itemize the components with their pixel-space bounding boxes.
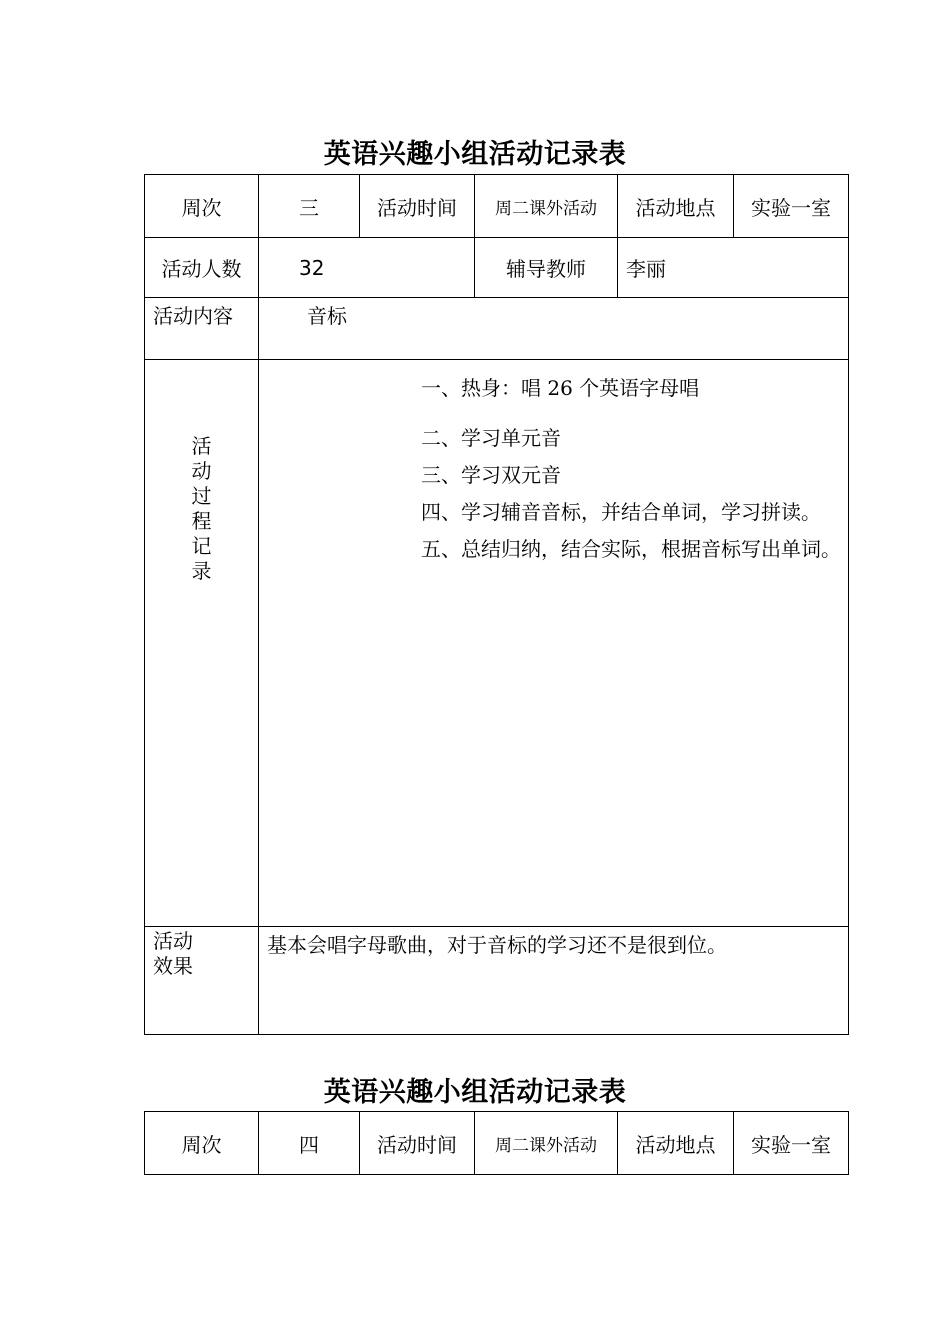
content-value: 音标 — [259, 298, 849, 360]
place-label: 活动地点 — [618, 1112, 734, 1175]
process-step-2: 二、学习单元音 — [421, 426, 561, 450]
week-label: 周次 — [145, 175, 259, 238]
process-step-5: 五、总结归纳，结合实际，根据音标写出单词。 — [421, 537, 841, 561]
week-value: 三 — [259, 175, 360, 238]
time-label: 活动时间 — [360, 1112, 475, 1175]
count-label: 活动人数 — [145, 238, 259, 298]
place-value: 实验一室 — [734, 175, 849, 238]
process-step-3: 三、学习双元音 — [421, 463, 561, 487]
record2-title: 英语兴趣小组活动记录表 — [323, 1077, 627, 1108]
content-label: 活动内容 — [145, 298, 259, 360]
record1-table — [144, 174, 849, 1035]
effect-label: 活动 效果 — [145, 927, 259, 1035]
time-value: 周二课外活动 — [475, 175, 618, 238]
record1-title: 英语兴趣小组活动记录表 — [323, 139, 627, 170]
time-value: 周二课外活动 — [475, 1112, 618, 1175]
process-label: 活 动 过 程 记 录 — [145, 360, 259, 927]
week-label: 周次 — [145, 1112, 259, 1175]
teacher-label: 辅导教师 — [475, 238, 618, 298]
place-value: 实验一室 — [734, 1112, 849, 1175]
week-value: 四 — [259, 1112, 360, 1175]
effect-value: 基本会唱字母歌曲，对于音标的学习还不是很到位。 — [259, 927, 849, 1035]
time-label: 活动时间 — [360, 175, 475, 238]
count-value: 32 — [299, 255, 325, 280]
process-step-4: 四、学习辅音音标，并结合单词，学习拼读。 — [421, 500, 821, 524]
process-step-1: 一、热身：唱 26 个英语字母唱 — [421, 376, 700, 400]
process-record — [259, 360, 849, 927]
place-label: 活动地点 — [618, 175, 734, 238]
record2-table — [144, 1111, 849, 1175]
teacher-value: 李丽 — [618, 238, 849, 298]
